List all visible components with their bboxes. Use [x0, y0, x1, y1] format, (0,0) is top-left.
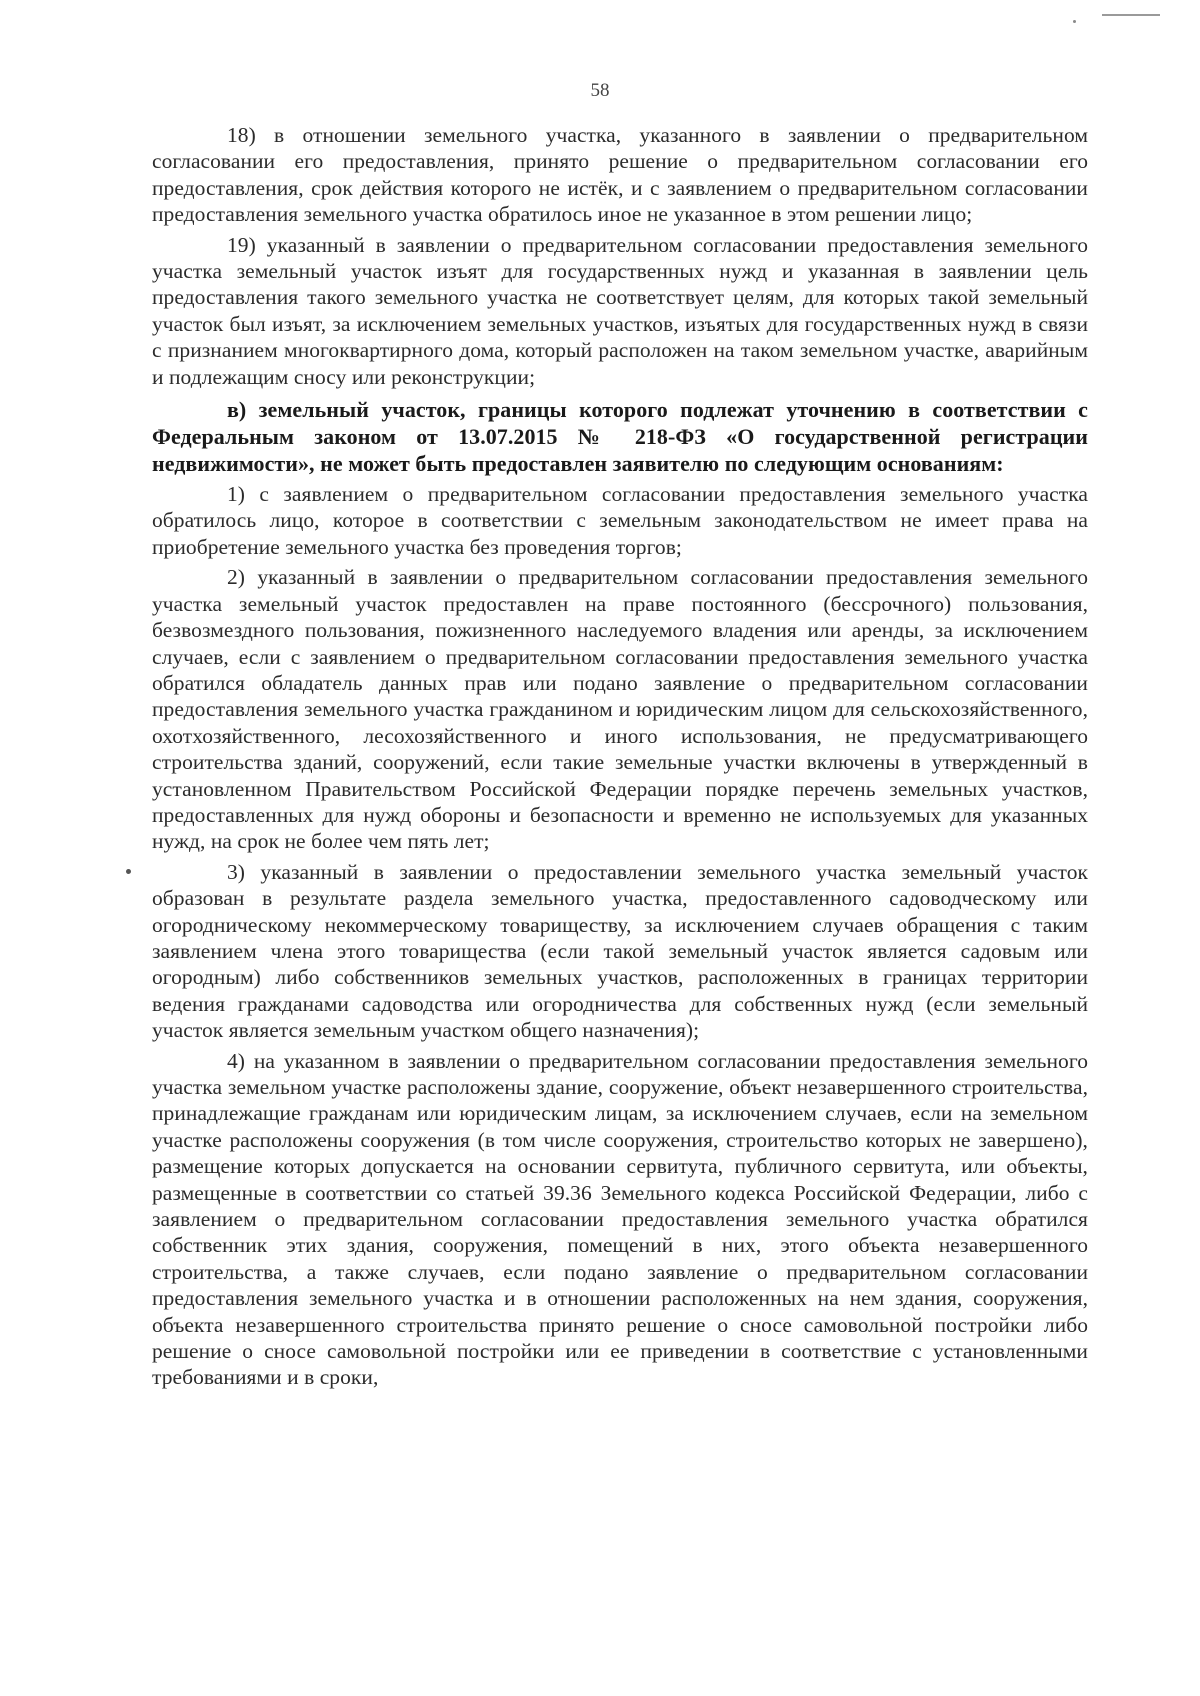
paragraph-item-18: 18) в отношении земельного участка, указанного в заявлении о предварительном согласовании его предоставления, принято решение о предварительном согласовании его предоставления, срок действия которого не истёк, и с заявлением о предварительном согласовании предоставления земельного участка обратилось иное не указанное в этом решении лицо; — [152, 123, 1088, 227]
document-body — [152, 122, 1088, 1395]
paragraph-item-2: 2) указанный в заявлении о предварительном согласовании предоставления земельного участка земельный участок предоставлен на праве постоянного (бессрочного) пользования, безвозмездного пользования, пожизненного наследуемого владения или аренды, за исключением случаев, если с заявлением о предварительном согласовании предоставления земельного участка обратился обладатель данных прав или подано заявление о предварительном согласовании предоставления земельного участка гражданином и юридическим лицом для сельскохозяйственного, охотхозяйственного, лесохозяйственного и иного использования, не предусматривающего строительства зданий, сооружений, если такие земельные участки включены в утвержденный в установленном Правительством Российской Федерации порядке перечень земельных участков, предоставленных для нужд обороны и безопасности и временно не используемых для указанных нужд, на срок не более чем пять лет; — [152, 565, 1088, 854]
paragraph-item-19: 19) указанный в заявлении о предварительном согласовании предоставления земельного участка земельный участок изъят для государственных нужд и указанная в заявлении цель предоставления такого земельного участка не соответствует целям, для которых такой земельный участок был изъят, за исключением земельных участков, изъятых для государственных нужд в связи с признанием многоквартирного дома, который расположен на таком земельном участке, аварийным и подлежащим сносу или реконструкции; — [152, 232, 1088, 389]
paragraph-item-3: 3) указанный в заявлении о предоставлении земельного участка земельный участок образован в результате раздела земельного участка, предоставленного садоводческому или огородническому некоммерческому товариществу, за исключением случаев обращения с таким заявлением члена этого товарищества (если такой земельный участок является садовым или огородным) либо собственников земельных участков, расположенных в границах территории ведения гражданами садоводства или огородничества для собственных нужд (если земельный участок является земельным участком общего назначения); — [152, 859, 1088, 1043]
paragraph-item-4: 4) на указанном в заявлении о предварительном согласовании предоставления земельного участка земельном участке расположены здание, сооружение, объект незавершенного строительства, принадлежащие гражданам или юридическим лицам, за исключением случаев, если на земельном участке расположены сооружения (в том числе сооружения, строительство которых не завершено), размещение которых допускается на основании сервитута, публичного сервитута, или объекты, размещенные в соответствии со статьей 39.36 Земельного кодекса Российской Федерации, либо с заявлением о предварительном согласовании предоставления земельного участка обратился собственник этих здания, сооружения, помещений в них, этого объекта незавершенного строительства, а также случаев, если подано заявление о предварительном согласовании предоставления земельного участка и в отношении расположенных на нем здания, сооружения, объекта незавершенного строительства принято решение о сносе самовольной постройки либо решение о сносе самовольной постройки или ее приведении в соответствие с установленными требованиями и в сроки, — [152, 1048, 1088, 1390]
margin-mark — [126, 869, 131, 874]
scan-artifact-dot — [1073, 20, 1076, 23]
scan-artifact-line — [1102, 14, 1160, 16]
paragraph-item-1: 1) с заявлением о предварительном согласовании предоставления земельного участка обратилось лицо, которое в соответствии с земельным законодательством не имеет права на приобретение земельного участка без проведения торгов; — [152, 482, 1088, 559]
page-number: 58 — [590, 80, 610, 101]
section-heading-v: в) земельный участок, границы которого подлежат уточнению в соответствии с Федеральным законом от 13.07.2015 № 218-ФЗ «О государственной регистрации недвижимости», не может быть предоставлен заявителю по следующим основаниям: — [152, 397, 1088, 477]
